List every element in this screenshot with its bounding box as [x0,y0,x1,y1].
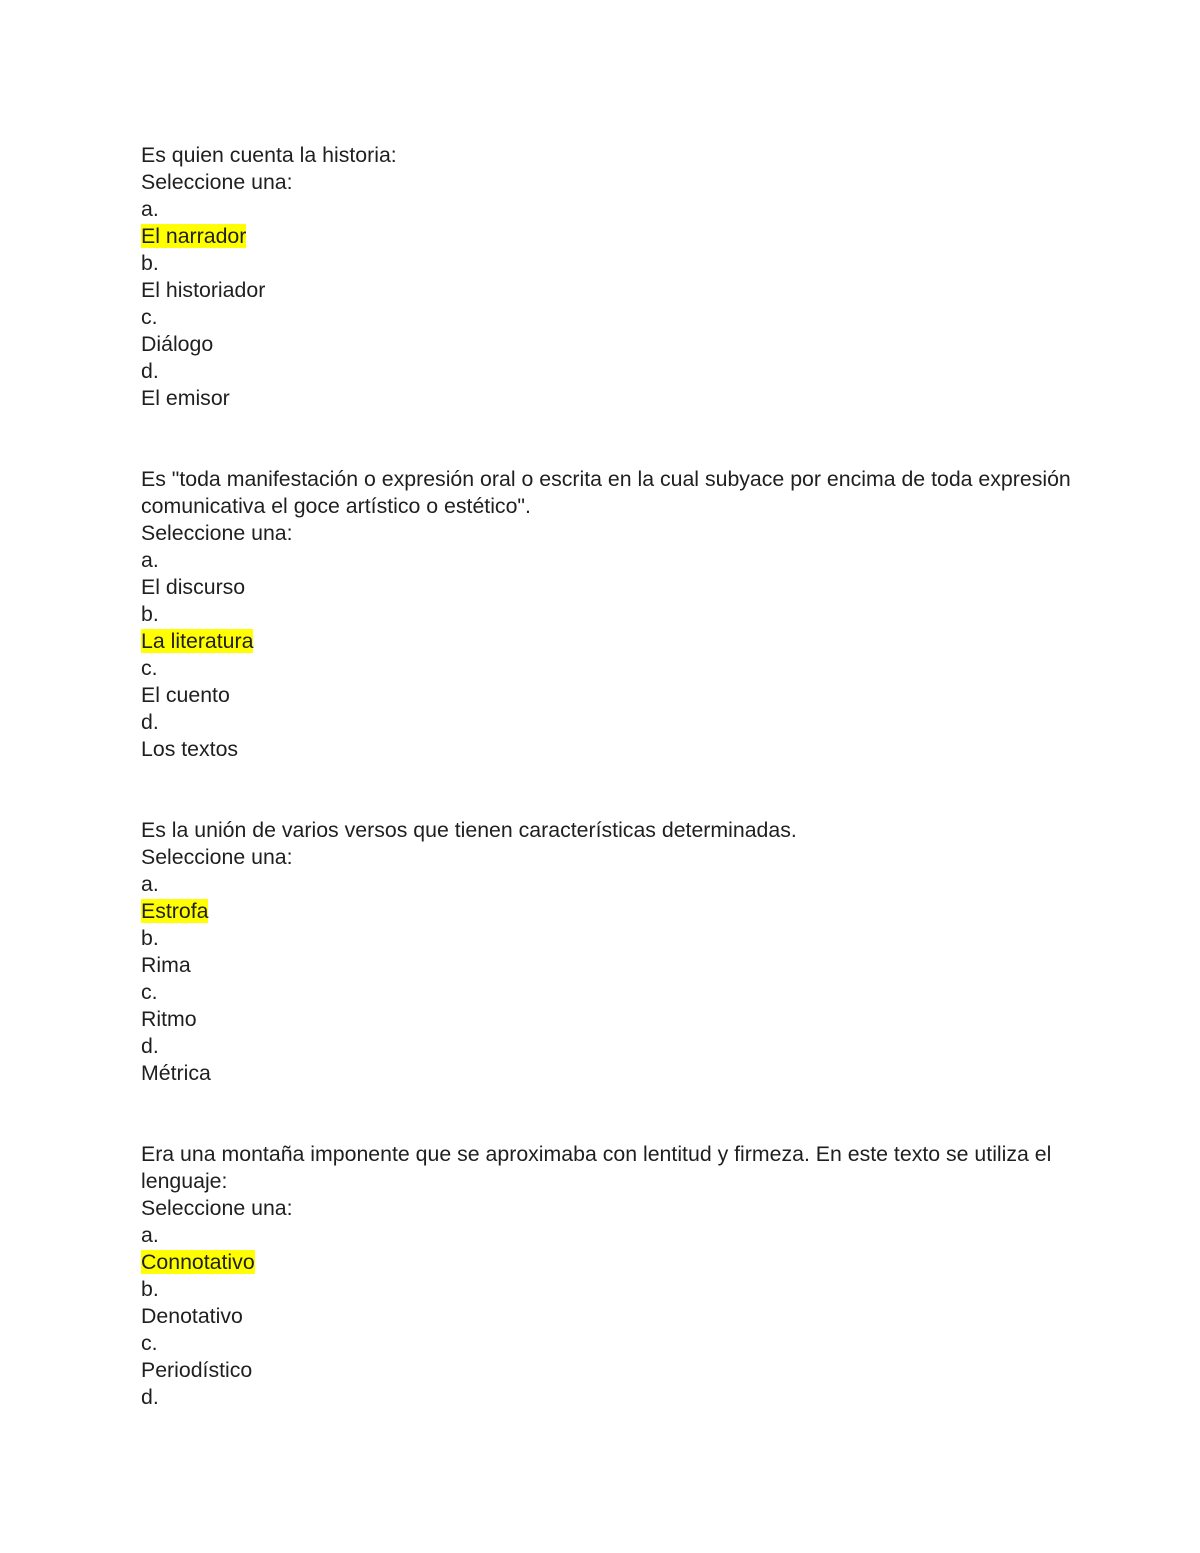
option-text-c: Periodístico [141,1358,253,1382]
option-text-d: Los textos [141,737,239,761]
question-instruction: Seleccione una: [141,170,293,194]
highlighted-answer: El narrador [141,224,247,248]
option-letter-a: a. [141,872,159,896]
question-2 [141,466,1071,763]
option-text-c: El cuento [141,683,230,707]
question-instruction: Seleccione una: [141,521,293,545]
question-prompt: Es "toda manifestación o expresión oral o escrita en la cual subyace por encima de toda expresión comunicativa el goce artístico o estético". [141,467,1071,518]
option-text-b [141,628,1071,655]
highlighted-answer: Estrofa [141,899,209,923]
question-instruction: Seleccione una: [141,845,293,869]
option-text-c: Ritmo [141,1007,197,1031]
option-letter-d: d. [141,1034,159,1058]
highlighted-answer: Connotativo [141,1250,255,1274]
question-prompt: Es la unión de varios versos que tienen características determinadas. [141,818,797,842]
option-letter-b: b. [141,251,159,275]
question-prompt: Es quien cuenta la historia: [141,143,397,167]
option-letter-b: b. [141,926,159,950]
question-3 [141,817,1071,1087]
option-letter-d: d. [141,1385,159,1409]
question-1 [141,142,1071,412]
option-text-b: Rima [141,953,191,977]
option-letter-c: c. [141,656,158,680]
option-text-d: Métrica [141,1061,211,1085]
option-letter-d: d. [141,710,159,734]
option-letter-c: c. [141,980,158,1004]
option-letter-a: a. [141,197,159,221]
option-letter-b: b. [141,1277,159,1301]
option-letter-a: a. [141,548,159,572]
option-letter-c: c. [141,1331,158,1355]
question-instruction: Seleccione una: [141,1196,293,1220]
option-letter-b: b. [141,602,159,626]
option-text-b: Denotativo [141,1304,243,1328]
option-text-d: El emisor [141,386,230,410]
question-prompt: Era una montaña imponente que se aproximaba con lentitud y firmeza. En este texto se utiliza el lenguaje: [141,1142,1052,1193]
option-text-c: Diálogo [141,332,214,356]
option-letter-a: a. [141,1223,159,1247]
option-text-a [141,1249,1071,1276]
highlighted-answer: La literatura [141,629,254,653]
option-letter-d: d. [141,359,159,383]
option-text-a: El discurso [141,575,246,599]
option-text-a [141,223,1071,250]
option-letter-c: c. [141,305,158,329]
option-text-a [141,898,1071,925]
option-text-b: El historiador [141,278,266,302]
document-page [141,142,1071,1411]
question-4 [141,1141,1071,1411]
